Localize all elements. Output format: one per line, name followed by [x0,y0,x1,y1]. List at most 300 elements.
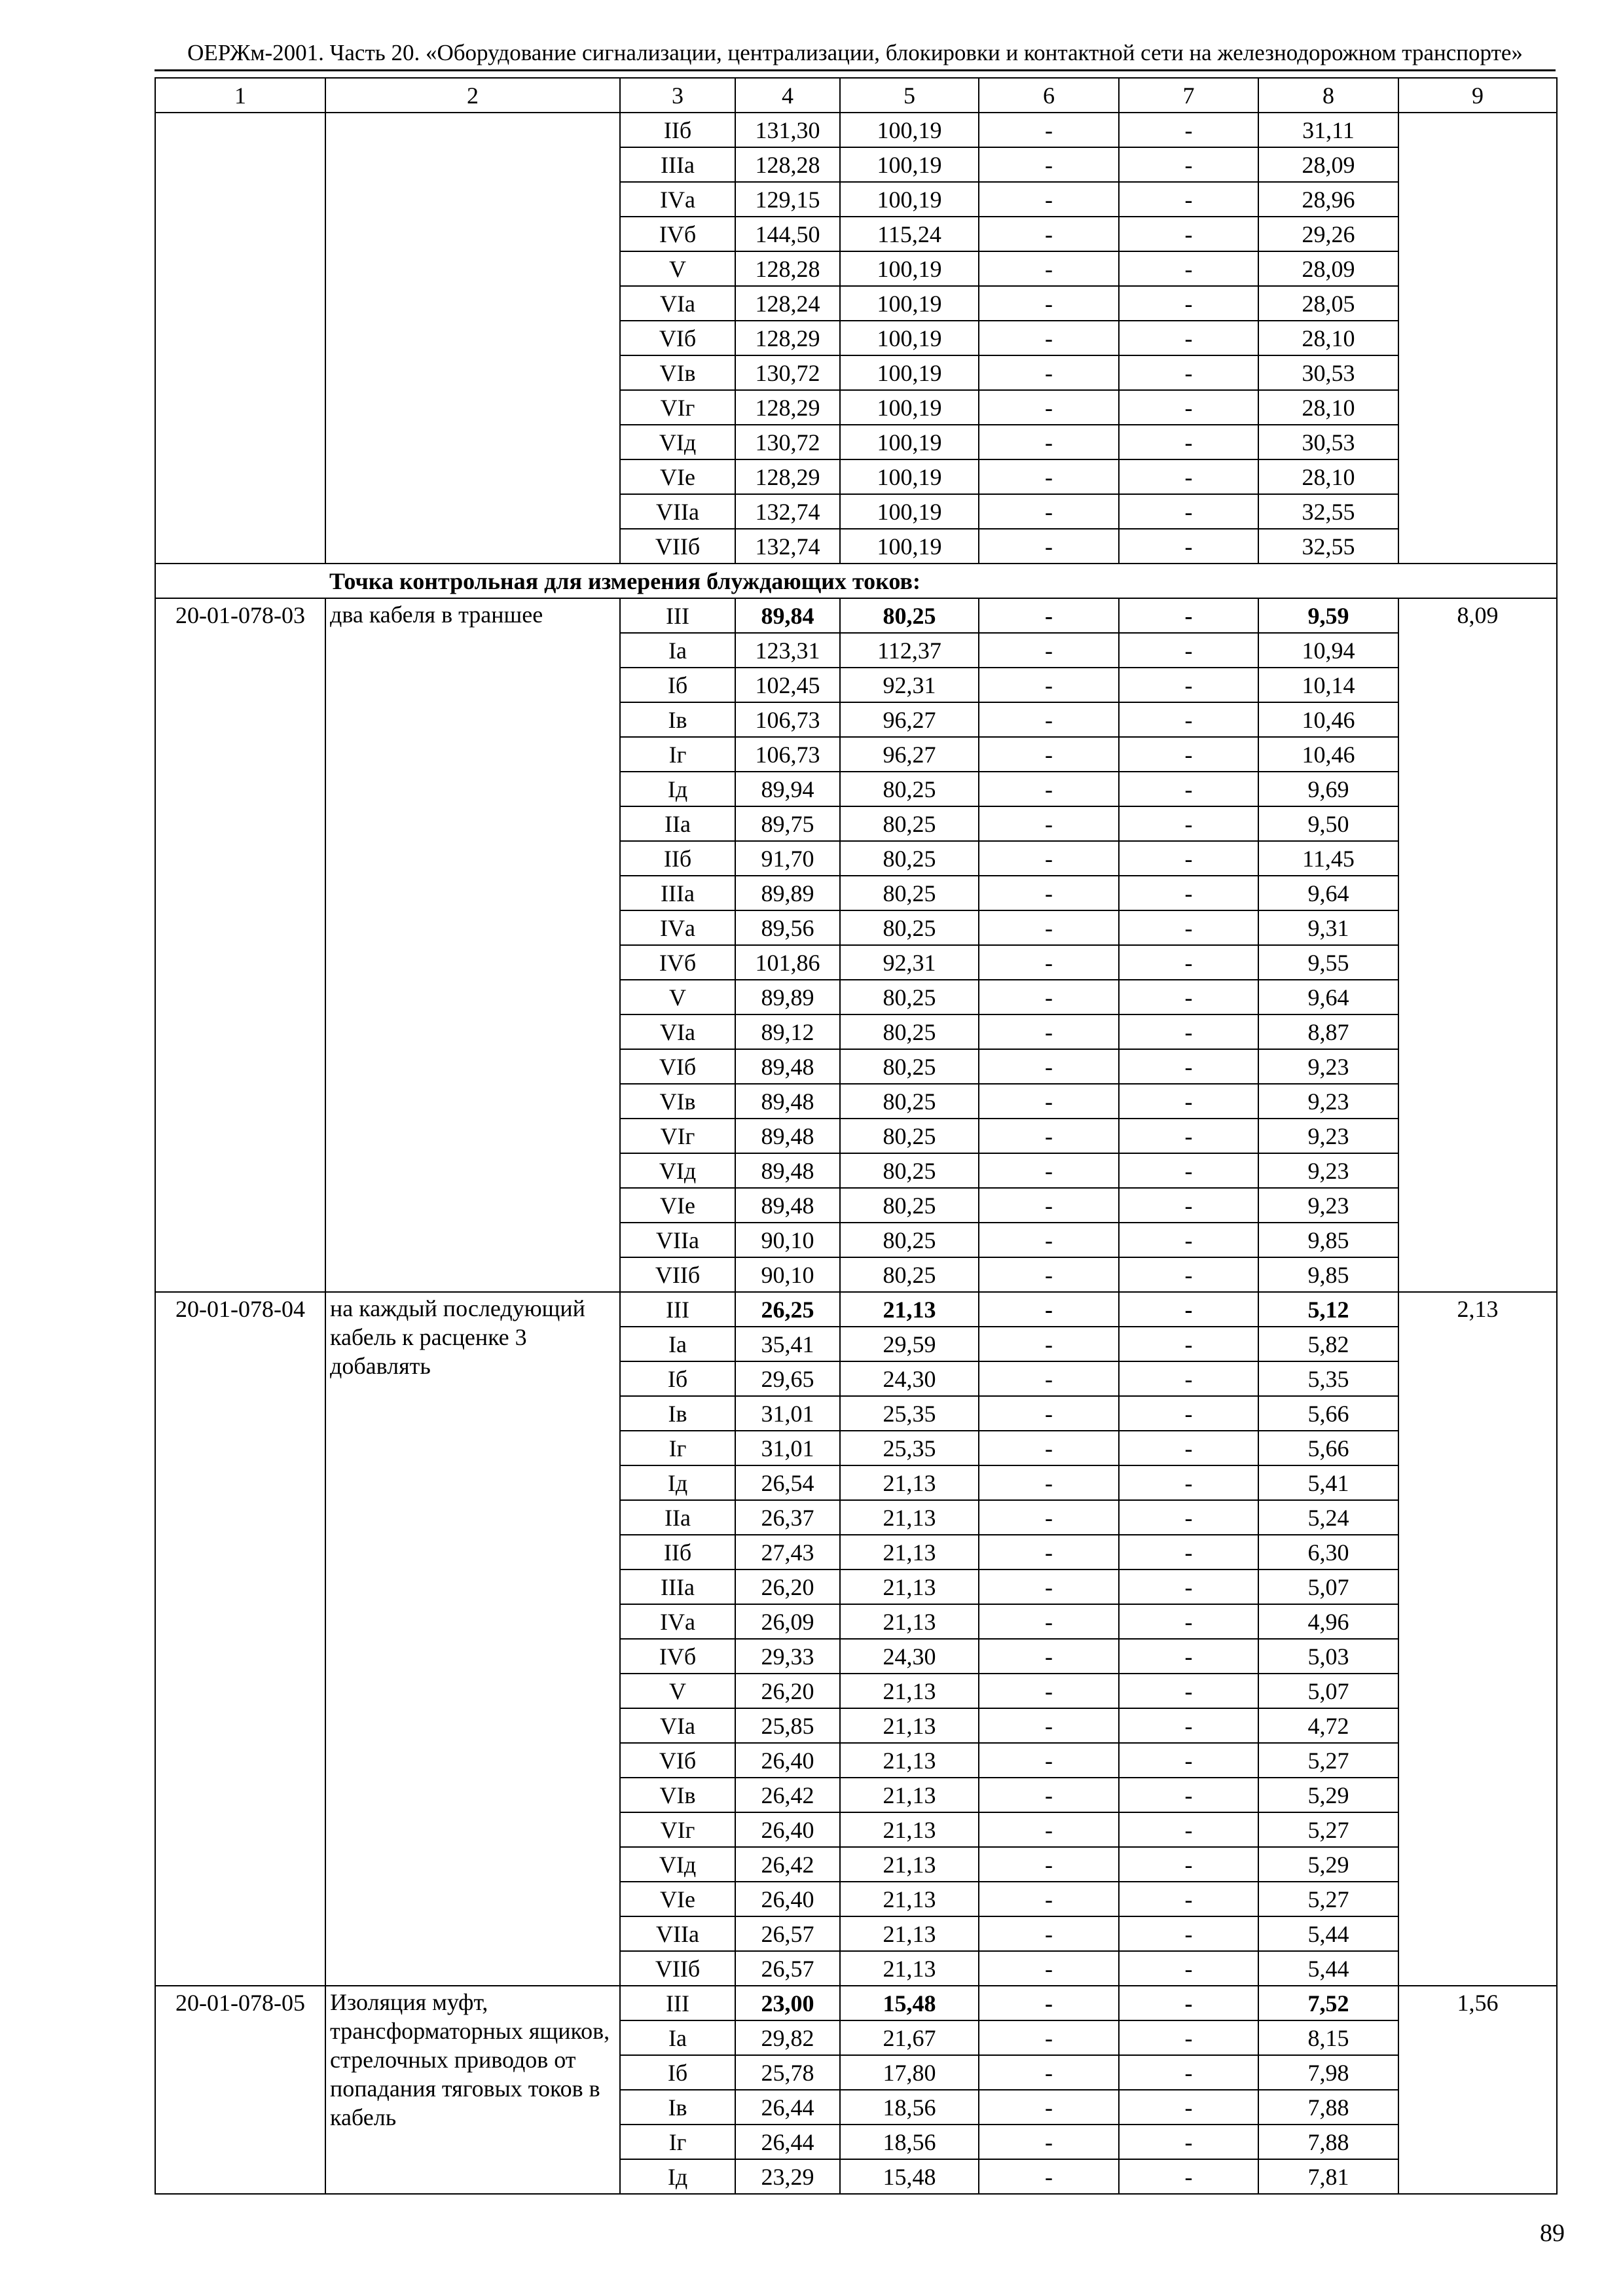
value-cell: 26,25 [735,1292,840,1327]
zone-cell: Iб [620,1361,735,1396]
value-cell: 26,54 [735,1465,840,1500]
column-number: 5 [840,78,979,113]
zone-cell: Iг [620,2125,735,2159]
column-number: 8 [1258,78,1398,113]
value-cell: 10,46 [1258,737,1398,772]
value-cell: - [1119,2090,1258,2125]
value-cell: - [1119,1500,1258,1535]
zone-cell: VIа [620,1708,735,1743]
value-cell: 90,10 [735,1257,840,1292]
value-cell: 100,19 [840,529,979,564]
value-cell: 89,56 [735,910,840,945]
value-cell: - [979,1431,1119,1465]
zone-cell: III [620,598,735,633]
value-cell: - [1119,1327,1258,1361]
value-cell: 10,46 [1258,702,1398,737]
zone-cell: VIб [620,321,735,355]
zone-cell: VIг [620,1812,735,1847]
value-cell: - [979,1604,1119,1639]
value-cell: 101,86 [735,945,840,980]
value-cell: - [979,1257,1119,1292]
value-cell: - [1119,390,1258,425]
column-number: 7 [1119,78,1258,113]
value-cell: 5,27 [1258,1743,1398,1778]
value-cell: 100,19 [840,425,979,459]
value-cell: - [979,355,1119,390]
zone-cell: VIд [620,1847,735,1882]
value-cell: 89,89 [735,980,840,1014]
value-cell: 5,27 [1258,1882,1398,1916]
zone-cell: VIа [620,1014,735,1049]
value-cell: - [1119,1361,1258,1396]
zone-cell: Iб [620,668,735,702]
value-cell: 131,30 [735,113,840,147]
value-cell: 89,48 [735,1153,840,1188]
value-cell: 132,74 [735,529,840,564]
value-cell: - [979,1327,1119,1361]
value-cell: 9,23 [1258,1153,1398,1188]
continued-col9-cell [1398,113,1557,564]
value-cell: 28,10 [1258,459,1398,494]
value-cell: 89,48 [735,1049,840,1084]
value-cell: 9,23 [1258,1119,1398,1153]
value-cell: 21,13 [840,1882,979,1916]
value-cell: 5,66 [1258,1431,1398,1465]
value-cell: 25,78 [735,2055,840,2090]
value-cell: - [1119,702,1258,737]
value-cell: 31,01 [735,1396,840,1431]
value-cell: - [979,1153,1119,1188]
col9-value: 8,09 [1398,598,1557,1292]
value-cell: - [1119,737,1258,772]
zone-cell: VIв [620,1084,735,1119]
zone-cell: Iв [620,1396,735,1431]
value-cell: 132,74 [735,494,840,529]
table-body [155,78,1557,2194]
value-cell: 9,85 [1258,1223,1398,1257]
value-cell: 130,72 [735,355,840,390]
value-cell: - [979,841,1119,876]
value-cell: 21,13 [840,1847,979,1882]
column-number: 3 [620,78,735,113]
value-cell: 8,15 [1258,2020,1398,2055]
value-cell: - [1119,1119,1258,1153]
rate-code: 20-01-078-03 [155,598,325,1292]
value-cell: 26,20 [735,1570,840,1604]
value-cell: - [979,2125,1119,2159]
value-cell: 128,29 [735,390,840,425]
value-cell: 23,29 [735,2159,840,2194]
value-cell: 9,23 [1258,1084,1398,1119]
value-cell: - [1119,633,1258,668]
value-cell: 89,12 [735,1014,840,1049]
work-name: на каждый последующий кабель к расценке 3 добавлять [325,1292,620,1986]
value-cell: 128,29 [735,321,840,355]
value-cell: 24,30 [840,1361,979,1396]
zone-cell: Iг [620,1431,735,1465]
zone-cell: IIIа [620,1570,735,1604]
value-cell: - [979,1812,1119,1847]
value-cell: 31,11 [1258,113,1398,147]
value-cell: - [1119,772,1258,806]
value-cell: 26,42 [735,1847,840,1882]
value-cell: 89,48 [735,1119,840,1153]
value-cell: - [1119,668,1258,702]
section-spacer [155,564,325,598]
value-cell: 80,25 [840,910,979,945]
value-cell: 100,19 [840,251,979,286]
value-cell: - [979,1986,1119,2020]
value-cell: 26,09 [735,1604,840,1639]
continued-name-cell [325,113,620,564]
zone-cell: IVа [620,182,735,217]
value-cell: - [979,321,1119,355]
value-cell: 21,13 [840,1465,979,1500]
value-cell: 18,56 [840,2125,979,2159]
value-cell: 8,87 [1258,1014,1398,1049]
value-cell: 15,48 [840,2159,979,2194]
zone-cell: VIIб [620,1951,735,1986]
value-cell: - [979,2090,1119,2125]
rates-table [155,77,1558,2195]
value-cell: 80,25 [840,1257,979,1292]
value-cell: 18,56 [840,2090,979,2125]
value-cell: - [979,1778,1119,1812]
value-cell: 7,52 [1258,1986,1398,2020]
value-cell: - [979,1743,1119,1778]
value-cell: - [1119,529,1258,564]
value-cell: 80,25 [840,806,979,841]
value-cell: 21,13 [840,1778,979,1812]
column-number: 2 [325,78,620,113]
value-cell: 32,55 [1258,494,1398,529]
value-cell: - [979,2055,1119,2090]
table-row [155,598,1557,633]
value-cell: 29,33 [735,1639,840,1674]
value-cell: - [1119,1847,1258,1882]
value-cell: 9,50 [1258,806,1398,841]
value-cell: - [979,633,1119,668]
value-cell: - [979,910,1119,945]
value-cell: 80,25 [840,598,979,633]
value-cell: - [1119,1257,1258,1292]
value-cell: - [1119,945,1258,980]
value-cell: 21,13 [840,1743,979,1778]
value-cell: - [1119,1465,1258,1500]
value-cell: 21,13 [840,1570,979,1604]
value-cell: 129,15 [735,182,840,217]
value-cell: - [1119,494,1258,529]
value-cell: - [979,1882,1119,1916]
zone-cell: VIв [620,1778,735,1812]
value-cell: 128,28 [735,147,840,182]
zone-cell: VIIб [620,1257,735,1292]
zone-cell: VIд [620,1153,735,1188]
value-cell: 7,88 [1258,2090,1398,2125]
value-cell: 9,64 [1258,980,1398,1014]
value-cell: 21,13 [840,1604,979,1639]
value-cell: - [1119,2159,1258,2194]
zone-cell: VIв [620,355,735,390]
zone-cell: IVб [620,217,735,251]
value-cell: - [1119,113,1258,147]
value-cell: - [1119,1812,1258,1847]
zone-cell: VIе [620,1882,735,1916]
zone-cell: III [620,1292,735,1327]
value-cell: - [979,1049,1119,1084]
value-cell: - [1119,1431,1258,1465]
table-row [155,1292,1557,1327]
value-cell: 21,67 [840,2020,979,2055]
value-cell: - [1119,1674,1258,1708]
value-cell: 26,40 [735,1882,840,1916]
value-cell: 21,13 [840,1916,979,1951]
value-cell: - [979,2020,1119,2055]
value-cell: - [1119,321,1258,355]
continued-code-cell [155,113,325,564]
value-cell: 28,10 [1258,390,1398,425]
zone-cell: VIIа [620,1223,735,1257]
value-cell: 23,00 [735,1986,840,2020]
value-cell: 21,13 [840,1535,979,1570]
work-name: Изоляция муфт, трансформаторных ящиков, стрелочных приводов от попадания тяговых токов в кабель [325,1986,620,2194]
value-cell: - [1119,1951,1258,1986]
value-cell: 100,19 [840,390,979,425]
value-cell: - [979,494,1119,529]
zone-cell: VIб [620,1743,735,1778]
value-cell: - [979,1223,1119,1257]
value-cell: 5,82 [1258,1327,1398,1361]
value-cell: - [979,702,1119,737]
column-number: 1 [155,78,325,113]
value-cell: - [979,876,1119,910]
value-cell: 80,25 [840,980,979,1014]
value-cell: 100,19 [840,355,979,390]
zone-cell: Iд [620,1465,735,1500]
value-cell: - [1119,1223,1258,1257]
value-cell: - [1119,1188,1258,1223]
value-cell: - [979,1708,1119,1743]
value-cell: - [979,598,1119,633]
zone-cell: Iг [620,737,735,772]
value-cell: 92,31 [840,668,979,702]
value-cell: 21,13 [840,1500,979,1535]
value-cell: - [979,425,1119,459]
value-cell: - [1119,910,1258,945]
column-number: 6 [979,78,1119,113]
zone-cell: VIд [620,425,735,459]
value-cell: 90,10 [735,1223,840,1257]
value-cell: 9,23 [1258,1049,1398,1084]
value-cell: - [1119,1084,1258,1119]
value-cell: - [1119,1570,1258,1604]
zone-cell: V [620,980,735,1014]
value-cell: 26,42 [735,1778,840,1812]
value-cell: 128,24 [735,286,840,321]
zone-cell: IIб [620,841,735,876]
value-cell: 5,44 [1258,1951,1398,1986]
value-cell: 89,75 [735,806,840,841]
col9-value: 1,56 [1398,1986,1557,2194]
value-cell: 100,19 [840,321,979,355]
value-cell: 100,19 [840,147,979,182]
zone-cell: Iд [620,2159,735,2194]
value-cell: 30,53 [1258,355,1398,390]
value-cell: 21,13 [840,1951,979,1986]
value-cell: - [979,113,1119,147]
zone-cell: Iа [620,2020,735,2055]
value-cell: 5,07 [1258,1674,1398,1708]
value-cell: 26,57 [735,1916,840,1951]
zone-cell: IIа [620,806,735,841]
value-cell: 9,23 [1258,1188,1398,1223]
value-cell: 115,24 [840,217,979,251]
value-cell: 106,73 [735,737,840,772]
value-cell: - [979,1570,1119,1604]
value-cell: 21,13 [840,1292,979,1327]
value-cell: - [979,806,1119,841]
zone-cell: Iв [620,702,735,737]
value-cell: 21,13 [840,1674,979,1708]
zone-cell: IIб [620,1535,735,1570]
value-cell: 96,27 [840,737,979,772]
value-cell: 102,45 [735,668,840,702]
value-cell: - [1119,1292,1258,1327]
value-cell: 21,13 [840,1812,979,1847]
value-cell: - [979,1639,1119,1674]
value-cell: 80,25 [840,1188,979,1223]
value-cell: - [1119,1708,1258,1743]
value-cell: - [979,2159,1119,2194]
value-cell: - [979,980,1119,1014]
value-cell: - [1119,2055,1258,2090]
value-cell: 89,48 [735,1188,840,1223]
value-cell: - [979,251,1119,286]
value-cell: - [979,1014,1119,1049]
value-cell: 10,14 [1258,668,1398,702]
value-cell: 21,13 [840,1708,979,1743]
value-cell: 5,66 [1258,1396,1398,1431]
zone-cell: Iд [620,772,735,806]
zone-cell: III [620,1986,735,2020]
value-cell: 24,30 [840,1639,979,1674]
zone-cell: VIе [620,459,735,494]
value-cell: 28,09 [1258,147,1398,182]
value-cell: - [1119,1535,1258,1570]
value-cell: 96,27 [840,702,979,737]
value-cell: - [979,390,1119,425]
value-cell: - [979,529,1119,564]
value-cell: - [1119,876,1258,910]
value-cell: 9,31 [1258,910,1398,945]
value-cell: 5,41 [1258,1465,1398,1500]
zone-cell: Iа [620,1327,735,1361]
value-cell: - [979,217,1119,251]
work-name: два кабеля в траншее [325,598,620,1292]
value-cell: 30,53 [1258,425,1398,459]
value-cell: 144,50 [735,217,840,251]
value-cell: - [1119,1639,1258,1674]
value-cell: 29,26 [1258,217,1398,251]
zone-cell: IVа [620,910,735,945]
section-row [155,564,1557,598]
value-cell: - [979,286,1119,321]
value-cell: 6,30 [1258,1535,1398,1570]
zone-cell: V [620,1674,735,1708]
value-cell: - [979,1119,1119,1153]
zone-cell: Iа [620,633,735,668]
zone-cell: IIа [620,1500,735,1535]
column-number: 9 [1398,78,1557,113]
value-cell: - [979,1292,1119,1327]
value-cell: 4,72 [1258,1708,1398,1743]
value-cell: 92,31 [840,945,979,980]
value-cell: 17,80 [840,2055,979,2090]
zone-cell: VIг [620,390,735,425]
value-cell: 5,29 [1258,1778,1398,1812]
value-cell: 31,01 [735,1431,840,1465]
value-cell: - [1119,251,1258,286]
value-cell: 9,64 [1258,876,1398,910]
rate-code: 20-01-078-04 [155,1292,325,1986]
value-cell: 28,09 [1258,251,1398,286]
value-cell: 26,40 [735,1812,840,1847]
zone-cell: VIг [620,1119,735,1153]
value-cell: - [1119,2020,1258,2055]
value-cell: 80,25 [840,1049,979,1084]
value-cell: 15,48 [840,1986,979,2020]
value-cell: - [979,1847,1119,1882]
value-cell: - [1119,598,1258,633]
value-cell: 35,41 [735,1327,840,1361]
zone-cell: VIб [620,1049,735,1084]
column-number: 4 [735,78,840,113]
value-cell: 89,89 [735,876,840,910]
value-cell: 28,96 [1258,182,1398,217]
value-cell: - [979,459,1119,494]
value-cell: - [1119,355,1258,390]
value-cell: 80,25 [840,1014,979,1049]
value-cell: 7,98 [1258,2055,1398,2090]
value-cell: 5,35 [1258,1361,1398,1396]
zone-cell: VIе [620,1188,735,1223]
value-cell: 4,96 [1258,1604,1398,1639]
value-cell: - [979,945,1119,980]
table-row [155,113,1557,147]
value-cell: 100,19 [840,494,979,529]
value-cell: 80,25 [840,772,979,806]
zone-cell: IIIа [620,876,735,910]
page-header: ОЕРЖм-2001. Часть 20. «Оборудование сигнализации, централизации, блокировки и контактной сети на железнодорожном транспорте» [155,37,1556,71]
value-cell: 100,19 [840,286,979,321]
value-cell: 5,24 [1258,1500,1398,1535]
value-cell: 91,70 [735,841,840,876]
value-cell: - [979,1674,1119,1708]
value-cell: - [979,668,1119,702]
value-cell: 7,88 [1258,2125,1398,2159]
col9-value: 2,13 [1398,1292,1557,1986]
value-cell: - [979,1916,1119,1951]
value-cell: 25,35 [840,1396,979,1431]
value-cell: 100,19 [840,459,979,494]
value-cell: 128,29 [735,459,840,494]
value-cell: - [979,1188,1119,1223]
value-cell: 5,44 [1258,1916,1398,1951]
value-cell: 80,25 [840,1223,979,1257]
value-cell: 25,35 [840,1431,979,1465]
value-cell: 9,69 [1258,772,1398,806]
value-cell: 9,55 [1258,945,1398,980]
